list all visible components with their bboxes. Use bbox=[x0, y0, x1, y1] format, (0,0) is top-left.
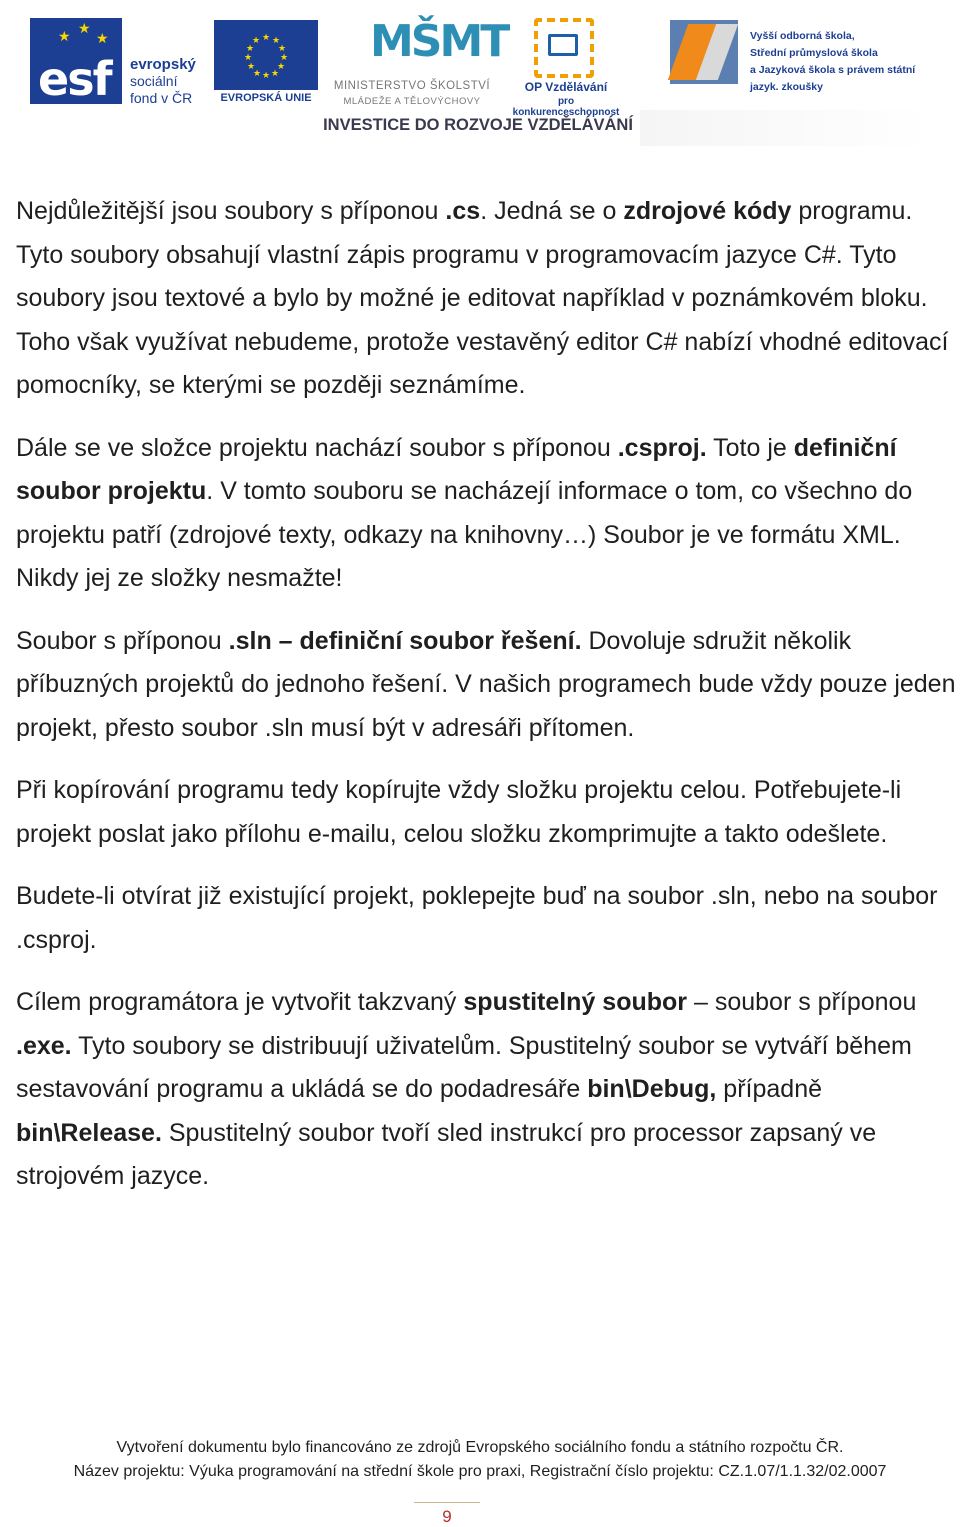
star-icon: ★ bbox=[78, 20, 91, 36]
page-footer bbox=[0, 1436, 960, 1484]
eu-stars-icon: ★ ★ ★ ★ ★ ★ ★ ★ ★ ★ ★ ★ bbox=[244, 32, 289, 80]
footer-funding: Vytvoření dokumentu bylo financováno ze zdrojů Evropského sociálního fondu a státního rozpočtu ČR. bbox=[116, 1439, 844, 1456]
page-number: 9 bbox=[442, 1507, 452, 1526]
esf-line1: evropský bbox=[130, 56, 196, 73]
paragraph-csproj: Dále se ve složce projektu nachází soubor s příponou .csproj. Toto je definiční soubor projektu. V tomto souboru se nacházejí informace o tom, co všechno do projektu patří (zdrojové texty, odkazy na knihovny…) Soubor je ve formátu XML. Nikdy jej ze složky nesmažte! bbox=[16, 433, 913, 592]
school-line1: Vyšší odborná škola, bbox=[750, 30, 855, 42]
eu-caption: EVROPSKÁ UNIE bbox=[220, 92, 312, 104]
msmt-logo bbox=[322, 16, 508, 108]
esf-line2: sociální bbox=[130, 73, 178, 89]
paragraph-sln: Soubor s příponou .sln – definiční soubor řešení. Dovoluje sdružit několik příbuzných projektů do jednoho řešení. V našich programech bude vždy pouze jeden projekt, přesto soubor .sln musí být v adresáři přítomen. bbox=[16, 626, 956, 742]
paragraph-copying: Při kopírování programu tedy kopírujte vždy složku projektu celou. Potřebujete-li projekt poslat jako přílohu e-mailu, celou složku zkomprimujte a takto odešlete. bbox=[16, 776, 902, 848]
esf-line3: fond v ČR bbox=[130, 90, 193, 106]
paragraph-opening: Budete-li otvírat již existující projekt, poklepejte buď na soubor .sln, nebo na soubor .csproj. bbox=[16, 882, 938, 954]
opvk-emblem-icon bbox=[534, 18, 594, 78]
school-line3: a Jazyková škola s právem státní jazyk. zkoušky bbox=[750, 64, 916, 93]
paragraph-cs-files: Nejdůležitější jsou soubory s příponou .cs. Jedná se o zdrojové kódy programu. Tyto soubory obsahují vlastní zápis programu v programovacím jazyce C#. Tyto soubory jsou textové a bylo by možné je editovat například v poznámkovém bloku. Toho však využívat nebudeme, protože vestavěný editor C# nabízí vhodné editovací pomocníky, se kterými se později seznámíme. bbox=[16, 197, 949, 399]
footer-project: Název projektu: Výuka programování na střední škole pro praxi, Registrační číslo projektu: CZ.1.07/1.1.32/02.0007 bbox=[73, 1463, 887, 1480]
esf-logo bbox=[30, 18, 210, 106]
page-number-rule bbox=[414, 1502, 480, 1503]
document-body bbox=[16, 190, 960, 1218]
msmt-line2: MLÁDEŽE A TĚLOVÝCHOVY bbox=[343, 96, 481, 107]
msmt-mark: MŠMT bbox=[370, 16, 508, 67]
school-name bbox=[750, 28, 930, 96]
school-line2: Střední průmyslová škola bbox=[750, 47, 878, 59]
star-icon: ★ bbox=[58, 28, 71, 44]
esf-letters: esf bbox=[38, 52, 111, 106]
msmt-line1: MINISTERSTVO ŠKOLSTVÍ bbox=[333, 80, 491, 92]
opvk-line1: OP Vzdělávání bbox=[524, 80, 608, 94]
opvk-logo bbox=[506, 16, 626, 118]
banner-fade bbox=[640, 110, 930, 146]
school-emblem-icon bbox=[670, 20, 738, 84]
paragraph-executable: Cílem programátora je vytvořit takzvaný spustitelný soubor – soubor s příponou .exe. Tyto soubory se distribuují uživatelům. Spustitelný soubor se vytváří během sestavování programu a ukládá se do podadresáře bin\Debug, případně bin\Release. Spustitelný soubor tvoří sled instrukcí pro processor zapsaný ve strojovém jazyce. bbox=[16, 988, 917, 1190]
eu-logo bbox=[214, 20, 318, 106]
investice-banner: INVESTICE DO ROZVOJE VZDĚLÁVÁNÍ bbox=[323, 116, 633, 134]
school-logo bbox=[670, 18, 930, 98]
logo-header bbox=[0, 0, 960, 150]
opvk-line2: pro konkurenceschopnost bbox=[512, 96, 620, 118]
star-icon: ★ bbox=[96, 30, 109, 46]
